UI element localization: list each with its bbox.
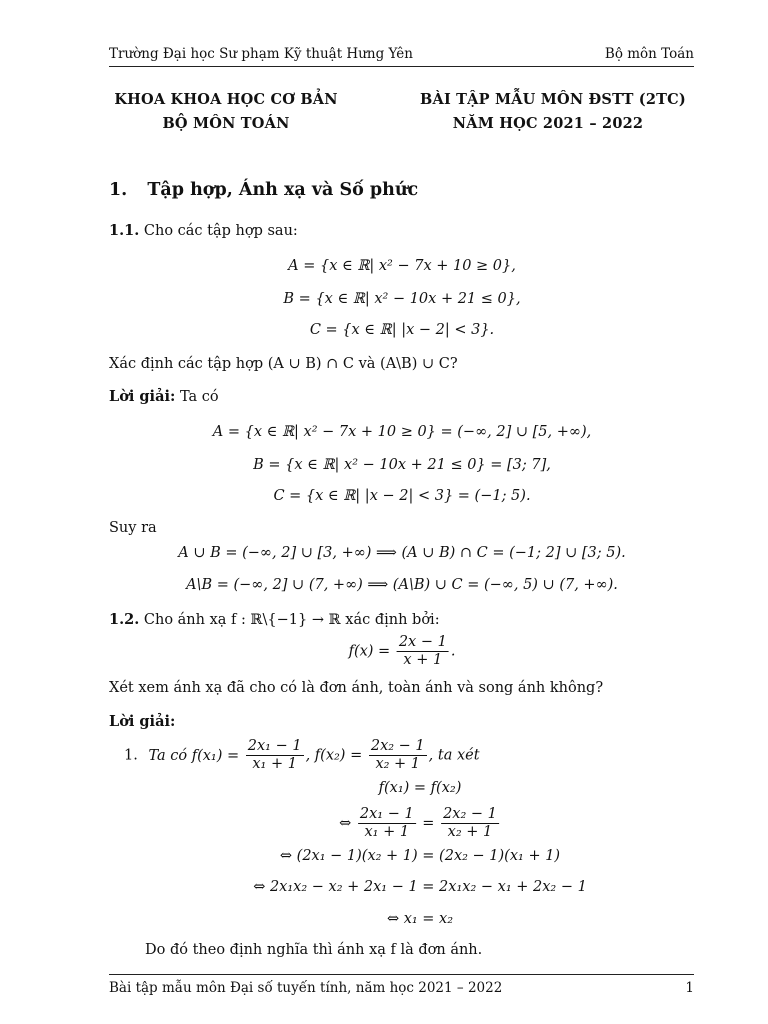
section-heading [109, 180, 418, 200]
solution-text: Ta có [179, 389, 219, 405]
fraction-denominator: x + 1 [403, 652, 443, 668]
exercise-text: Cho ánh xạ f : ℝ\{−1} → ℝ xác định bởi: [143, 612, 440, 628]
step-3: ⇔ (2x₁ − 1)(x₂ + 1) = (2x₂ − 1)(x₁ + 1) [279, 848, 561, 864]
result-union-intersection: A ∪ B = (−∞, 2] ∪ [3, +∞) ⟹ (A ∪ B) ∩ C = (−1; 2] ∪ [3; 5). [178, 545, 626, 561]
result-difference-union: A\B = (−∞, 2] ∪ (7, +∞) ⟹ (A\B) ∪ C = (−∞, 5) ∪ (7, +∞). [186, 577, 618, 593]
exercise-label: 1.2. [109, 611, 140, 628]
step-2-right-fraction [441, 806, 499, 841]
solution-item-1 [124, 738, 480, 773]
section-title: Tập hợp, Ánh xạ và Số phức [147, 180, 419, 200]
step-4: ⇔ 2x₁x₂ − x₂ + 2x₁ − 1 = 2x₁x₂ − x₁ + 2x₂ − 1 [253, 879, 587, 895]
document-title: BÀI TẬP MẪU MÔN ĐSTT (2TC) [420, 91, 686, 108]
exercise-1-1-question: Xác định các tập hợp (A ∪ B) ∩ C và (A\B) ∪ C? [109, 356, 458, 372]
solution-set-c: C = {x ∈ ℝ| |x − 2| < 3} = (−1; 5). [273, 488, 531, 504]
fraction-numerator: 2x₂ − 1 [443, 806, 497, 822]
function-definition [349, 634, 456, 669]
running-header-left: Trường Đại học Sư phạm Kỹ thuật Hưng Yên [109, 46, 413, 62]
fraction-denominator: x₂ + 1 [447, 824, 493, 840]
fraction-numerator: 2x − 1 [398, 634, 447, 650]
equivalence-symbol: ⇔ [339, 815, 352, 832]
f-x1-fraction [246, 738, 304, 773]
exercise-text: Cho các tập hợp sau: [143, 223, 298, 239]
set-a-definition: A = {x ∈ ℝ| x² − 7x + 10 ≥ 0}, [288, 258, 516, 274]
page-number: 1 [685, 980, 694, 996]
fraction-denominator: x₂ + 1 [375, 756, 421, 772]
f-x2-fraction [369, 738, 427, 773]
step-2-left-fraction [358, 806, 416, 841]
equals-sign: = [422, 815, 435, 832]
exercise-1-2-intro [109, 611, 440, 628]
step-1: f(x₁) = f(x₂) [378, 780, 462, 796]
fraction-numerator: 2x₁ − 1 [359, 806, 414, 822]
function-lhs: f(x) = [348, 643, 391, 660]
item-prefix: Ta có f(x₁) = [148, 747, 240, 764]
exercise-1-2-question: Xét xem ánh xạ đã cho có là đơn ánh, toàn ánh và song ánh không? [109, 680, 604, 696]
solution-1-2-label [109, 713, 175, 730]
set-c-definition: C = {x ∈ ℝ| |x − 2| < 3}. [309, 322, 495, 338]
fraction-numerator: 2x₂ − 1 [370, 738, 425, 754]
running-header-right: Bộ môn Toán [604, 46, 694, 62]
solution-1-1-intro [109, 388, 219, 405]
running-footer-left: Bài tập mẫu môn Đại số tuyến tính, năm học 2021 – 2022 [109, 980, 503, 996]
set-b-definition: B = {x ∈ ℝ| x² − 10x + 21 ≤ 0}, [283, 291, 521, 307]
solution-set-b: B = {x ∈ ℝ| x² − 10x + 21 ≤ 0} = [3; 7], [253, 457, 551, 473]
exercise-1-1-intro [109, 222, 298, 239]
fraction-numerator: 2x₁ − 1 [247, 738, 302, 754]
function-fraction [397, 634, 449, 669]
conclusion-text: Do đó theo định nghĩa thì ánh xạ f là đơn ánh. [145, 942, 483, 958]
academic-year: NĂM HỌC 2021 – 2022 [452, 115, 644, 132]
solution-label: Lời giải: [109, 388, 176, 405]
hence-text: Suy ra [109, 520, 157, 536]
fraction-denominator: x₁ + 1 [364, 824, 410, 840]
function-period: . [450, 643, 456, 660]
fraction-denominator: x₁ + 1 [252, 756, 297, 772]
faculty-name: KHOA KHOA HỌC CƠ BẢN [114, 91, 338, 108]
step-5: ⇔ x₁ = x₂ [386, 911, 454, 927]
item-middle: , f(x₂) = [305, 747, 363, 764]
header-rule [109, 66, 694, 67]
exercise-label: 1.1. [109, 222, 140, 239]
footer-rule [109, 974, 694, 975]
department-name: BỘ MÔN TOÁN [162, 115, 290, 132]
item-suffix: , ta xét [428, 747, 480, 764]
solution-label: Lời giải: [109, 713, 176, 730]
solution-set-a: A = {x ∈ ℝ| x² − 7x + 10 ≥ 0} = (−∞, 2] ∪ [5, +∞), [212, 424, 592, 440]
step-2 [339, 806, 501, 841]
item-number: 1. [124, 747, 138, 764]
section-number: 1. [109, 180, 128, 200]
